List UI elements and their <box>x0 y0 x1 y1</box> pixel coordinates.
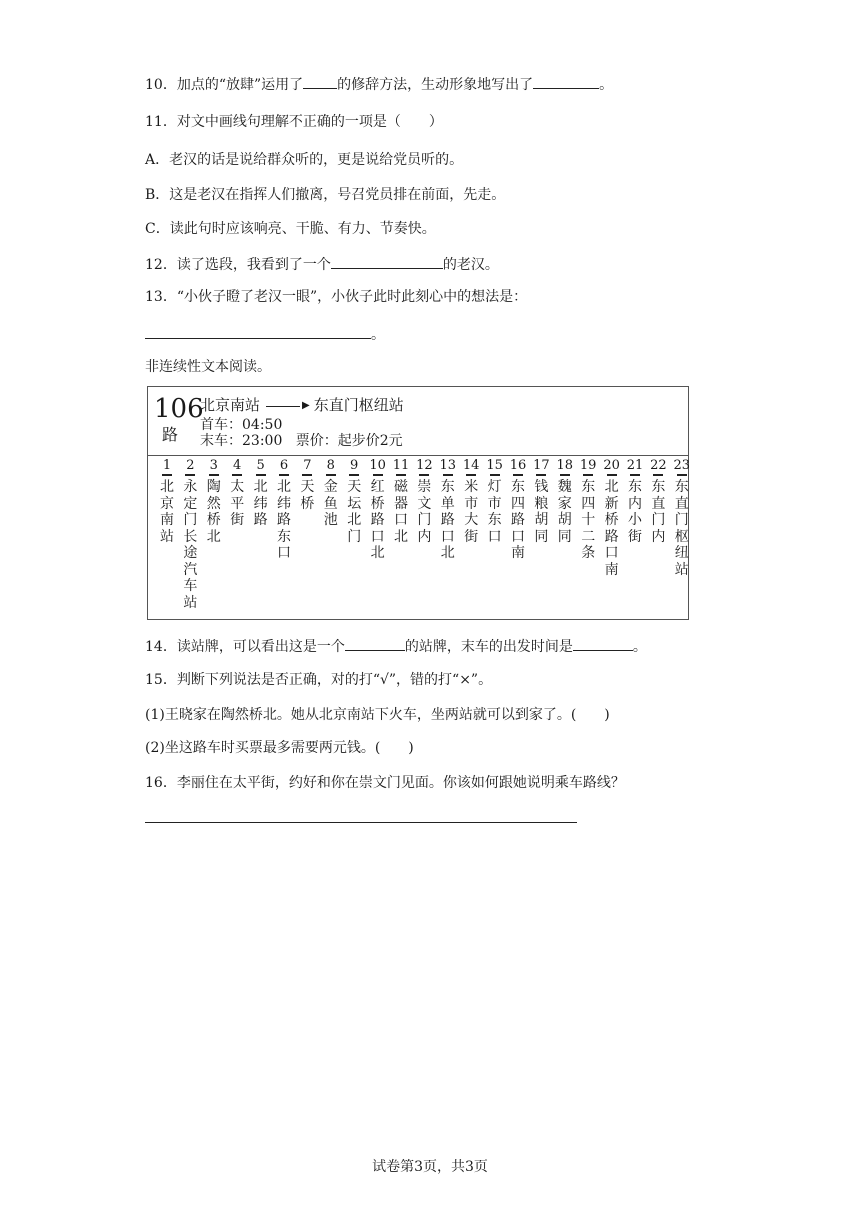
stop-tick <box>396 474 406 476</box>
stop-tick <box>677 474 687 476</box>
question-16-stem: 16．李丽住在太平街，约好和你在崇文门见面。你该如何跟她说明乘车路线？ <box>145 775 625 791</box>
q15-item-2: (2)坐这路车时买票最多需要两元钱。( ) <box>145 740 414 756</box>
stop-item <box>391 459 411 545</box>
stop-number: 11 <box>392 458 410 473</box>
stop-name: 北 纬 路 <box>253 479 268 528</box>
stop-number: 6 <box>279 458 289 473</box>
stop-tick <box>560 474 570 476</box>
stop-number: 23 <box>673 458 691 473</box>
q14-mid: 的站牌，末车的出发时间是 <box>404 639 573 655</box>
stop-tick <box>419 474 429 476</box>
stop-name: 北 京 南 站 <box>160 479 174 545</box>
q16-blank[interactable] <box>145 808 577 823</box>
sign-header <box>148 387 688 456</box>
q12-suffix: 的老汉。 <box>442 257 499 273</box>
stop-number: 13 <box>439 458 457 473</box>
stop-name: 东 直 门 内 <box>651 479 666 545</box>
stop-tick <box>232 474 242 476</box>
stop-tick <box>279 474 289 476</box>
stop-name: 东 单 路 口 北 <box>440 479 455 561</box>
stop-tick <box>607 474 617 476</box>
stop-item <box>274 459 294 562</box>
arrow-right-icon: ▶ <box>302 400 310 411</box>
stop-item <box>321 459 341 529</box>
arrow-line <box>266 406 300 407</box>
stop-item <box>672 459 692 578</box>
stop-name: 魏 家 胡 同 <box>557 479 572 545</box>
stop-item <box>508 459 528 562</box>
stop-item <box>531 459 551 545</box>
stop-number: 14 <box>462 458 480 473</box>
q14-prefix: 14．读站牌，可以看出这是一个 <box>145 639 345 655</box>
stop-name: 北 新 桥 路 口 南 <box>604 479 619 578</box>
fare: 票价：起步价2元 <box>295 433 403 449</box>
q10-blank-1[interactable] <box>303 74 337 89</box>
question-12 <box>145 254 499 275</box>
question-10 <box>145 74 613 95</box>
stop-name: 天 桥 <box>300 479 315 512</box>
stop-number: 10 <box>369 458 386 473</box>
stop-item <box>251 459 271 529</box>
stop-tick <box>185 474 195 476</box>
stop-name: 陶 然 桥 北 <box>206 479 221 545</box>
stop-number: 20 <box>603 458 620 473</box>
stop-number: 8 <box>326 458 335 473</box>
q11-option-a: A．老汉的话是说给群众听的，更是说给党员听的。 <box>145 152 464 168</box>
q12-prefix: 12．读了选段，我看到了一个 <box>145 257 331 273</box>
stop-name: 永 定 门 长 途 汽 车 站 <box>183 479 198 611</box>
stop-item <box>297 459 317 512</box>
stop-name: 太 平 街 <box>230 479 245 528</box>
q11-option-c: C．读此句时应该响亮、干脆、有力、节奏快。 <box>145 221 436 237</box>
stop-item <box>485 459 505 545</box>
stop-number: 4 <box>233 458 242 473</box>
question-11-stem: 11．对文中画线句理解不正确的一项是（ ） <box>145 114 443 130</box>
stop-item <box>157 459 177 545</box>
stop-item <box>227 459 247 529</box>
stop-name: 崇 文 门 内 <box>417 479 432 545</box>
stop-name: 灯 市 东 口 <box>487 479 502 545</box>
stop-item <box>438 459 458 562</box>
stop-item <box>344 459 364 545</box>
q10-suffix: 。 <box>599 77 614 93</box>
stop-number: 3 <box>209 458 218 473</box>
stop-item <box>555 459 575 545</box>
section-heading: 非连续性文本阅读。 <box>145 359 271 375</box>
bus-stop-sign <box>147 386 689 620</box>
stop-number: 18 <box>556 458 574 473</box>
question-15-stem: 15．判断下列说法是否正确，对的打“√”，错的打“×”。 <box>145 672 493 688</box>
stop-name: 天 坛 北 门 <box>347 479 362 545</box>
q13-blank[interactable] <box>145 324 371 339</box>
page-footer: 试卷第3页，共3页 <box>372 1159 488 1175</box>
stop-tick <box>443 474 453 476</box>
stop-item <box>602 459 622 578</box>
q10-mid: 的修辞方法，生动形象地写出了 <box>337 77 534 93</box>
route-direction <box>200 395 404 416</box>
stop-item <box>204 459 224 545</box>
stop-tick <box>466 474 476 476</box>
q12-blank[interactable] <box>331 254 443 269</box>
last-bus-time: 末车：23:00 <box>200 433 283 449</box>
stop-tick <box>162 474 172 476</box>
stop-name: 红 桥 路 口 北 <box>370 479 385 561</box>
stop-number: 22 <box>650 458 667 473</box>
stop-number: 12 <box>416 458 433 473</box>
q14-blank-1[interactable] <box>345 636 405 651</box>
stop-number: 7 <box>303 458 312 473</box>
question-13-answer <box>145 324 385 345</box>
q13-suffix: 。 <box>371 327 385 343</box>
stop-number: 2 <box>186 458 195 473</box>
stop-name: 东 四 十 二 条 <box>581 479 596 561</box>
stop-tick <box>326 474 336 476</box>
question-14 <box>145 636 647 657</box>
q14-blank-2[interactable] <box>573 636 633 651</box>
stop-name: 东 四 路 口 南 <box>511 479 525 561</box>
stop-name: 钱 粮 胡 同 <box>534 479 549 545</box>
stop-item <box>461 459 481 545</box>
stop-tick <box>349 474 359 476</box>
stop-number: 19 <box>579 458 597 473</box>
stop-tick <box>302 474 312 476</box>
stop-tick <box>536 474 546 476</box>
stop-name: 金 鱼 池 <box>323 479 338 528</box>
stop-item <box>625 459 645 545</box>
stop-number: 17 <box>533 458 550 473</box>
stop-number: 15 <box>486 458 503 473</box>
stop-number: 21 <box>626 458 644 473</box>
route-to: 东直门枢纽站 <box>313 396 404 414</box>
stop-name: 磁 器 口 北 <box>394 479 408 545</box>
route-number: 106 <box>154 394 204 424</box>
stop-name: 北 纬 路 东 口 <box>277 479 291 561</box>
stop-tick <box>513 474 523 476</box>
q10-prefix: 10．加点的“放肆”运用了 <box>145 77 304 93</box>
stop-number: 9 <box>350 458 359 473</box>
stop-item <box>648 459 668 545</box>
route-suffix: 路 <box>162 425 179 444</box>
stop-name: 东 直 门 枢 纽 站 <box>674 479 689 578</box>
stop-number: 16 <box>509 458 527 473</box>
stop-tick <box>256 474 266 476</box>
stop-tick <box>583 474 593 476</box>
stop-name: 东 内 小 街 <box>628 479 642 545</box>
stop-tick <box>490 474 500 476</box>
q10-blank-2[interactable] <box>533 74 599 89</box>
first-bus-time: 首车：04:50 <box>200 417 283 433</box>
stop-number: 5 <box>256 458 265 473</box>
stop-item <box>578 459 598 562</box>
stop-tick <box>373 474 383 476</box>
q16-answer-line[interactable] <box>145 808 577 829</box>
stop-item <box>180 459 200 611</box>
stop-tick <box>653 474 663 476</box>
question-13-stem: 13．“小伙子瞪了老汉一眼”，小伙子此时此刻心中的想法是： <box>145 289 528 305</box>
stop-tick <box>209 474 219 476</box>
q11-option-b: B．这是老汉在指挥人们撤离，号召党员排在前面，先走。 <box>145 187 506 203</box>
stop-number: 1 <box>162 458 172 473</box>
last-bus-and-fare <box>200 433 403 449</box>
stop-tick <box>630 474 640 476</box>
q14-suffix: 。 <box>632 639 647 655</box>
q15-item-1: (1)王晓家在陶然桥北。她从北京南站下火车，坐两站就可以到家了。( ) <box>145 707 610 723</box>
stop-item <box>414 459 434 545</box>
route-from: 北京南站 <box>200 396 261 414</box>
stop-item <box>368 459 388 562</box>
stop-name: 米 市 大 街 <box>464 479 479 545</box>
